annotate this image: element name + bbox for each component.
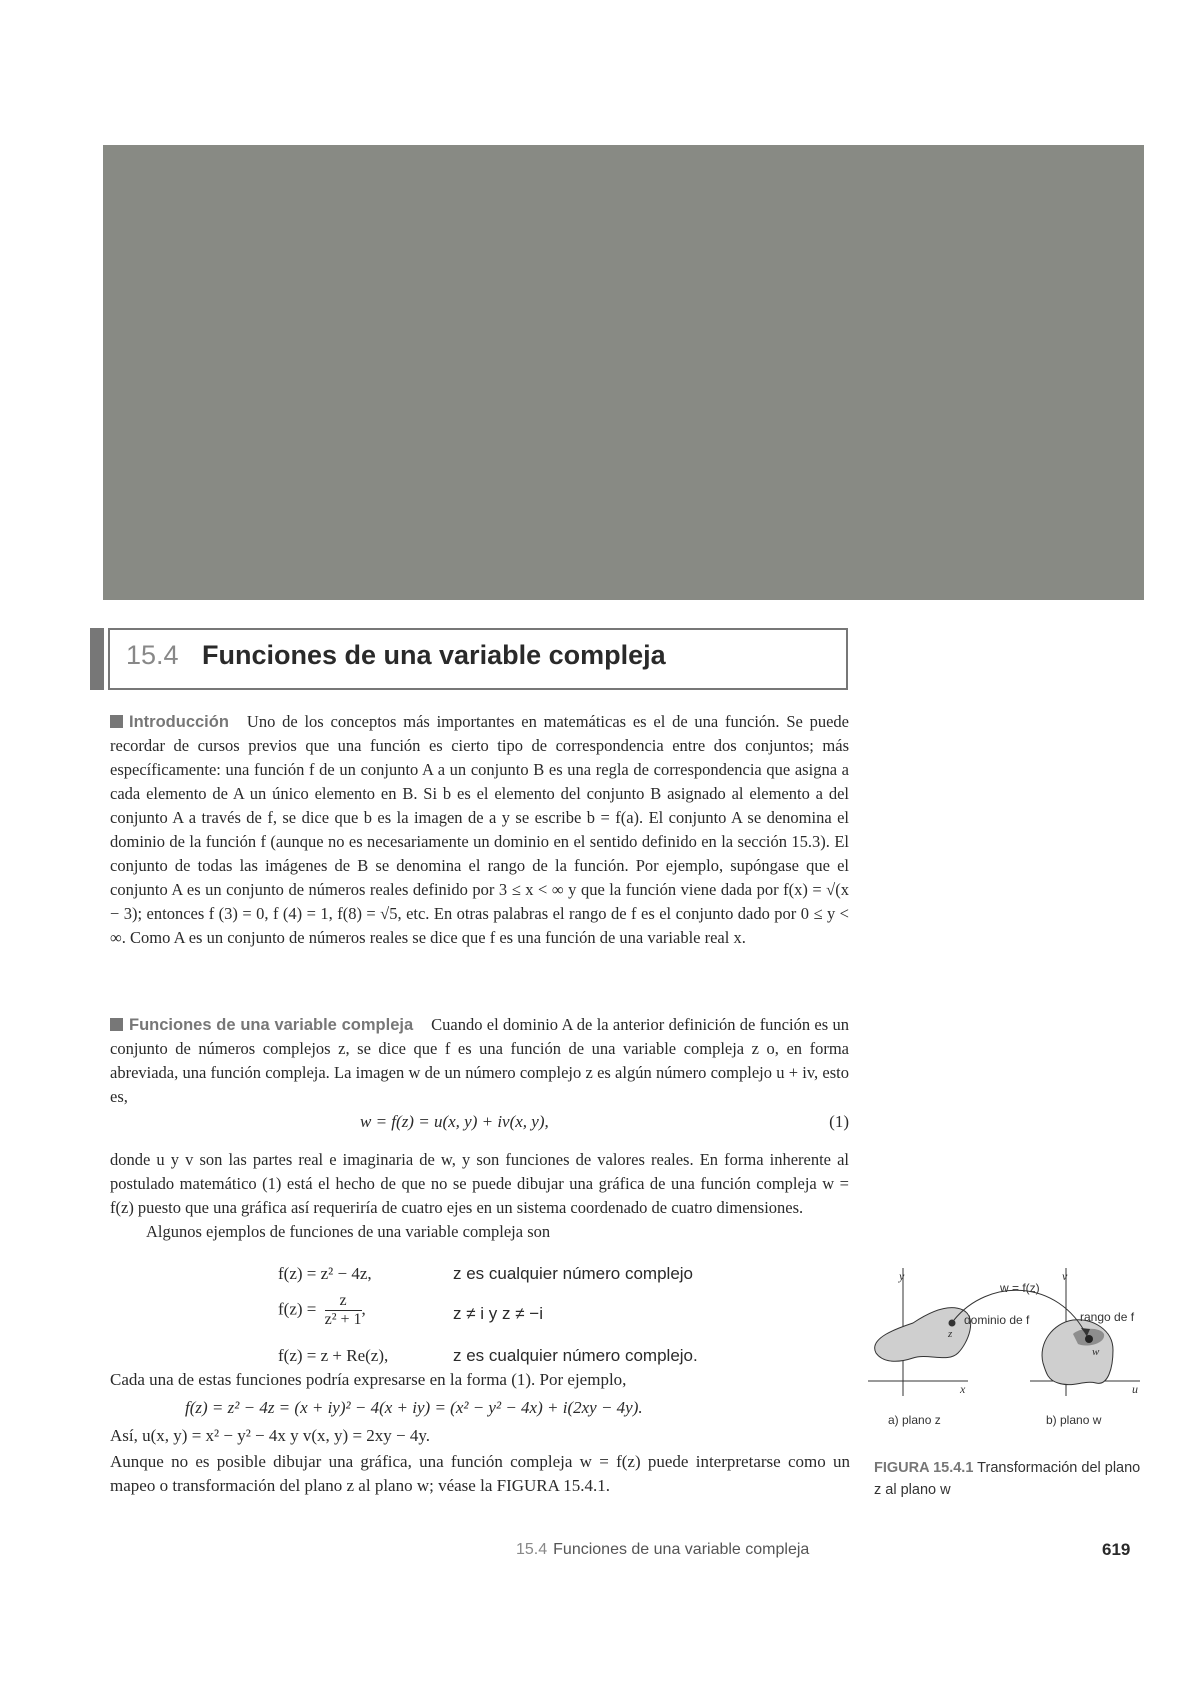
after-equation-text: donde u y v son las partes real e imaginaria de w, y son funciones de valores reales. En forma inherente al postulado matemático (1) está el hecho de que no se puede dibujar una gráfica de una función compleja w = f(z) puesto que una gráfica así requeriría de cuatro ejes en un sistema coordenado de cuatro dimensiones. (110, 1150, 849, 1217)
example-lhs-suffix: , (361, 1299, 366, 1319)
label-u: u (1132, 1382, 1138, 1396)
closing-equation: f(z) = z² − 4z = (x + iy)² − 4(x + iy) = (x² − y² − 4x) + i(2xy − 4y). (185, 1398, 643, 1417)
example-rhs: z es cualquier número complejo (453, 1264, 694, 1283)
complex-paragraph (110, 1013, 849, 1109)
example-lhs-prefix: f(z) = (278, 1299, 317, 1319)
closing-line-4: Aunque no es posible dibujar una gráfica, una función compleja w = f(z) puede interpretarse como un mapeo o transformación del plano z al plano w; véase la FIGURA 15.4.1. (110, 1452, 850, 1495)
point-w (1085, 1335, 1093, 1343)
square-bullet-icon (110, 715, 123, 728)
page-number: 619 (1102, 1540, 1131, 1559)
example-lhs: f(z) = z + Re(z), (278, 1346, 389, 1365)
square-bullet-icon (110, 1018, 123, 1031)
section-heading (90, 628, 848, 690)
example-lhs: f(z) = z² − 4z, (278, 1264, 372, 1283)
intro-text: Uno de los conceptos más importantes en matemáticas es el de una función. Se puede recordar de cursos previos que una función es cierto tipo de correspondencia entre dos conjuntos; más específicamente: una función f de un conjunto A a un conjunto B es una regla de correspondencia que asigna a cada elemento de A un único elemento en B. Si b es el elemento del conjunto B asignado al elemento a del conjunto A a través de f, se dice que b es la imagen de a y se escribe b = f(a). El conjunto A se denomina el dominio de la función f (aunque no es necesariamente un dominio en el sentido definido en la sección 15.3). El conjunto de todas las imágenes de B se denomina el rango de la función. Por ejemplo, supóngase que el conjunto A es un conjunto de números reales definido por 3 ≤ x < ∞ y que la función viene dada por f(x) = √(x − 3); entonces f (3) = 0, f (4) = 1, f(8) = √5, etc. En otras palabras el rango de f es el conjunto dado por 0 ≤ y < ∞. Como A es un conjunto de números reales se dice que f es una función de una variable real x. (110, 712, 849, 947)
fraction-numerator: z (325, 1292, 362, 1311)
point-z (949, 1320, 956, 1327)
label-y: y (899, 1269, 905, 1283)
caption-b: b) plano w (1046, 1413, 1102, 1427)
closing-line-3: Así, u(x, y) = x² − y² − 4x y v(x, y) = 2xy − 4y. (110, 1426, 431, 1445)
intro-paragraph (110, 710, 849, 950)
label-x: x (960, 1382, 966, 1396)
equation-1-label: (1) (829, 1112, 849, 1131)
mapping-figure (868, 1268, 1148, 1428)
intro-heading: Introducción (129, 713, 229, 731)
complex-text: Cuando el dominio A de la anterior definición de función es un conjunto de números complejos z, se dice que f es una función de una variable compleja z o, en forma abreviada, una función compleja. La imagen w de un número complejo z es algún número complejo u + iv, esto es, (110, 1015, 849, 1106)
caption-a: a) plano z (888, 1413, 941, 1427)
label-z: z (948, 1328, 953, 1340)
domain-region (875, 1308, 971, 1362)
header-banner (103, 145, 1144, 600)
section-frame (108, 628, 848, 690)
closing-line-1: Cada una de estas funciones podría expresarse en la forma (1). Por ejemplo, (110, 1370, 627, 1389)
label-v: v (1062, 1269, 1068, 1283)
equation-1 (110, 1112, 849, 1138)
section-title: Funciones de una variable compleja (202, 640, 666, 670)
example-lhs (278, 1292, 366, 1329)
after-equation-paragraph (110, 1148, 849, 1244)
section-number: 15.4 (126, 640, 179, 670)
figure-caption-text: Transformación del plano z al plano w (874, 1460, 1141, 1498)
complex-heading: Funciones de una variable compleja (129, 1016, 414, 1034)
label-w: w (1092, 1346, 1100, 1358)
figure-caption (874, 1457, 1144, 1501)
section-bar (90, 628, 104, 690)
fraction-denominator: z² + 1 (324, 1311, 362, 1328)
label-map: w = f(z) (1000, 1281, 1040, 1295)
examples-intro: Algunos ejemplos de funciones de una variable compleja son (146, 1222, 551, 1241)
figure-number: FIGURA 15.4.1 (874, 1460, 974, 1476)
fraction (325, 1292, 362, 1329)
range-region (1042, 1320, 1113, 1385)
running-footer (516, 1541, 809, 1559)
footer-section-number: 15.4 (516, 1541, 548, 1558)
example-rhs: z ≠ i y z ≠ −i (453, 1304, 543, 1323)
label-domain: dominio de f (964, 1313, 1030, 1327)
footer-section-title: Funciones de una variable compleja (553, 1541, 810, 1558)
equation-1-formula: w = f(z) = u(x, y) + iv(x, y), (360, 1112, 549, 1131)
example-rhs: z es cualquier número complejo. (453, 1346, 698, 1365)
label-range: rango de f (1080, 1310, 1135, 1324)
